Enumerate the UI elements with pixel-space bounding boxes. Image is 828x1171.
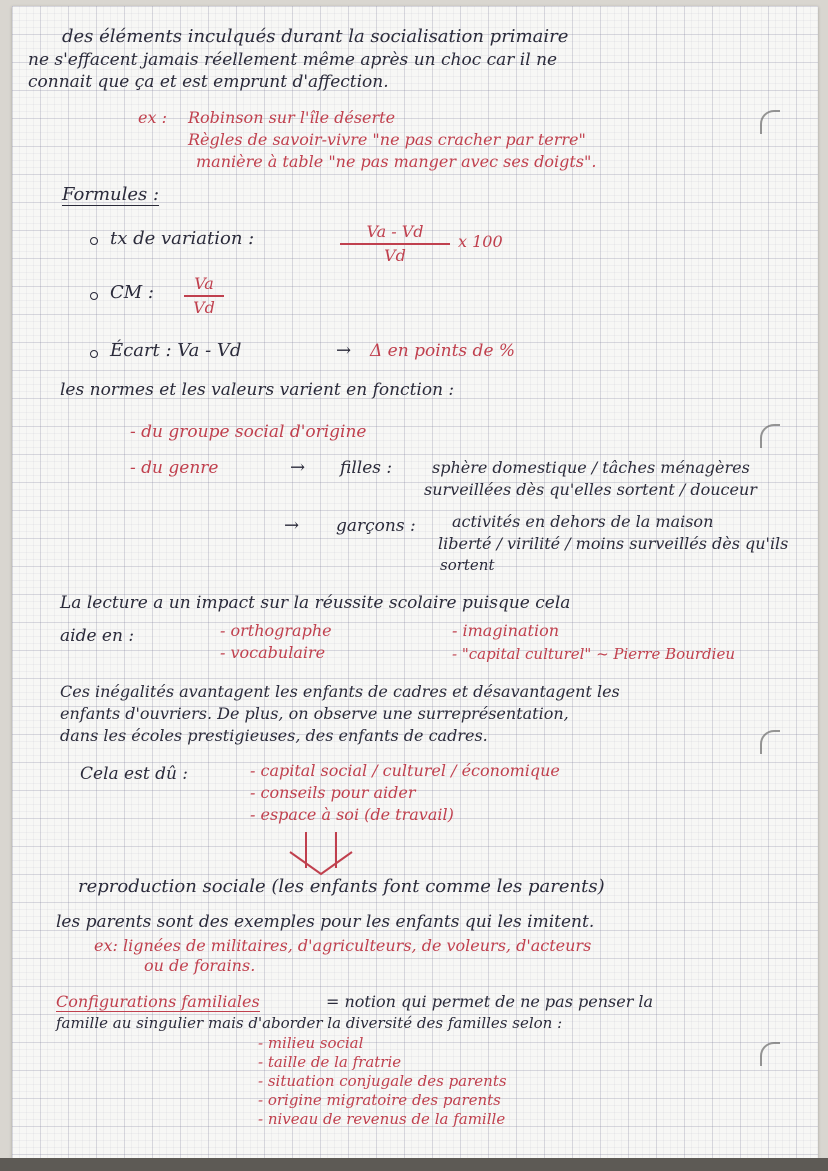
formula-variation-numerator: Va - Vd bbox=[366, 222, 424, 241]
cause-item-espace: - espace à soi (de travail) bbox=[250, 805, 454, 824]
boys-line-1: activités en dehors de la maison bbox=[452, 512, 714, 531]
girls-line-1: sphère domestique / tâches ménagères bbox=[432, 458, 750, 477]
formula-variation-label: tx de variation : bbox=[110, 228, 255, 249]
configurations-item-origine: - origine migratoire des parents bbox=[258, 1091, 501, 1109]
reproduction-line-3: ou de forains. bbox=[144, 956, 256, 975]
configurations-item-fratrie: - taille de la fratrie bbox=[258, 1053, 402, 1071]
intro-line-3: connait que ça et est emprunt d'affection. bbox=[28, 72, 389, 92]
reading-item-vocabulaire: - vocabulaire bbox=[220, 643, 326, 662]
configurations-line-2: famille au singulier mais d'aborder la diversité des familles selon : bbox=[56, 1014, 563, 1032]
formula-variation-multiplier: x 100 bbox=[458, 232, 503, 251]
example-label: ex : bbox=[138, 108, 167, 127]
boys-arrow: → bbox=[284, 515, 300, 536]
cause-item-capital: - capital social / culturel / économique bbox=[250, 761, 560, 780]
reproduction-line-2: ex: lignées de militaires, d'agriculteurs, de voleurs, d'acteurs bbox=[94, 936, 592, 955]
configurations-item-revenus: - niveau de revenus de la famille bbox=[258, 1110, 506, 1128]
boys-line-2: liberté / virilité / moins surveillés dès qu'ils bbox=[438, 534, 789, 553]
configurations-term: Configurations familiales bbox=[56, 992, 260, 1011]
formula-cm-numerator: Va bbox=[194, 274, 214, 293]
reading-item-capital: - "capital culturel" ~ Pierre Bourdieu bbox=[452, 645, 735, 663]
formula-cm-label: CM : bbox=[110, 282, 154, 303]
example-line-2: Règles de savoir-vivre "ne pas cracher par terre" bbox=[188, 130, 586, 149]
intro-line-1: des éléments inculqués durant la socialisation primaire bbox=[62, 26, 569, 47]
reading-aide-prefix: aide en : bbox=[60, 626, 135, 646]
formulas-title: Formules : bbox=[62, 184, 160, 205]
reading-item-imagination: - imagination bbox=[452, 621, 560, 640]
formula-ecart-result: Δ en points de % bbox=[370, 341, 516, 361]
girls-arrow: → bbox=[290, 457, 306, 478]
norms-item-gender: - du genre bbox=[130, 458, 219, 478]
example-line-3: manière à table "ne pas manger avec ses doigts". bbox=[196, 152, 597, 171]
boys-line-3: sortent bbox=[440, 556, 495, 574]
cause-prefix: Cela est dû : bbox=[80, 764, 189, 784]
formula-variation-denominator: Vd bbox=[384, 245, 406, 265]
configurations-definition: = notion qui permet de ne pas penser la bbox=[326, 992, 654, 1011]
formula-ecart-label: Écart : Va - Vd bbox=[110, 340, 242, 361]
norms-item-group: - du groupe social d'origine bbox=[130, 422, 367, 442]
cause-item-conseils: - conseils pour aider bbox=[250, 783, 416, 802]
reproduction-title: reproduction sociale (les enfants font comme les parents) bbox=[78, 876, 605, 897]
formula-ecart-arrow: → bbox=[336, 340, 352, 361]
example-line-1: Robinson sur l'île déserte bbox=[188, 108, 396, 127]
inequalities-line-2: enfants d'ouvriers. De plus, on observe une surreprésentation, bbox=[60, 704, 569, 723]
inequalities-line-1: Ces inégalités avantagent les enfants de cadres et désavantagent les bbox=[60, 682, 620, 701]
inequalities-line-3: dans les écoles prestigieuses, des enfants de cadres. bbox=[60, 726, 488, 745]
norms-intro: les normes et les valeurs varient en fonction : bbox=[60, 380, 455, 400]
girls-label: filles : bbox=[340, 458, 393, 478]
arrow-head bbox=[290, 852, 352, 874]
configurations-item-milieu: - milieu social bbox=[258, 1034, 364, 1052]
girls-line-2: surveillées dès qu'elles sortent / douceur bbox=[424, 480, 757, 499]
formula-cm-denominator: Vd bbox=[193, 297, 215, 317]
reproduction-line-1: les parents sont des exemples pour les enfants qui les imitent. bbox=[56, 912, 595, 932]
configurations-item-situation: - situation conjugale des parents bbox=[258, 1072, 507, 1090]
boys-label: garçons : bbox=[336, 516, 416, 536]
intro-line-2: ne s'effacent jamais réellement même après un choc car il ne bbox=[28, 50, 558, 70]
reading-line-1: La lecture a un impact sur la réussite scolaire puisque cela bbox=[60, 593, 571, 613]
reading-item-orthographe: - orthographe bbox=[220, 621, 332, 640]
